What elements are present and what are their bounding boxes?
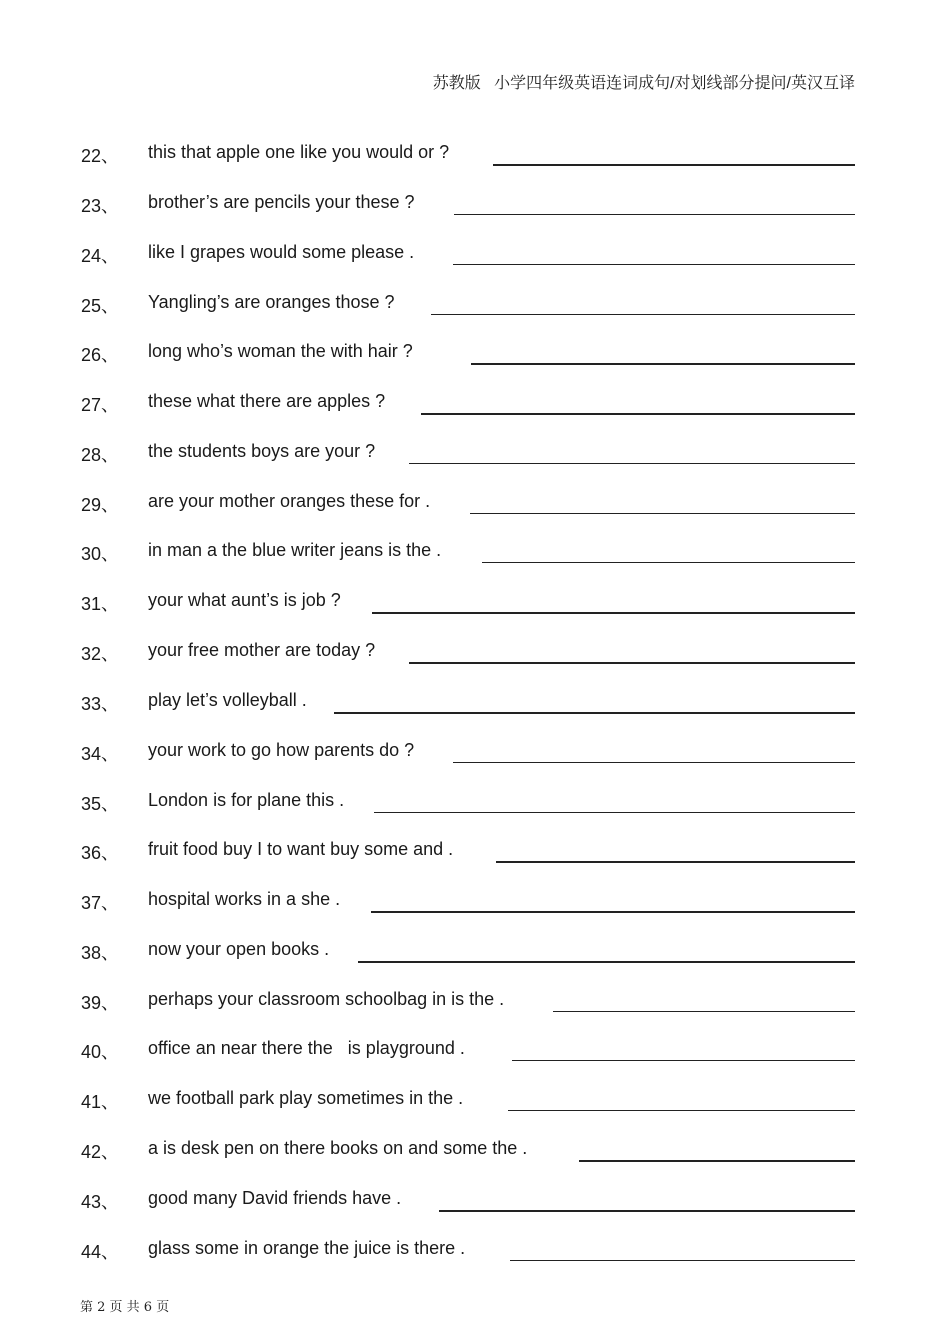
question-number: 36、 (81, 843, 120, 863)
question-row (0, 536, 950, 566)
question-row (0, 1184, 950, 1214)
question-row (0, 188, 950, 218)
answer-line[interactable] (431, 314, 855, 315)
question-text: glass some in orange the juice is there . (148, 1238, 466, 1258)
question-row (0, 437, 950, 467)
question-number: 28、 (81, 445, 120, 465)
question-row (0, 885, 950, 915)
question-row (0, 985, 950, 1015)
answer-line[interactable] (471, 363, 855, 365)
answer-line[interactable] (409, 463, 855, 464)
answer-line[interactable] (579, 1160, 855, 1162)
question-number: 41、 (81, 1092, 120, 1112)
question-number: 34、 (81, 744, 120, 764)
question-number: 38、 (81, 943, 120, 963)
question-row (0, 935, 950, 965)
question-text: good many David friends have . (148, 1188, 402, 1208)
question-row (0, 1134, 950, 1164)
question-row (0, 337, 950, 367)
question-number: 39、 (81, 993, 120, 1013)
question-text: in man a the blue writer jeans is the . (148, 540, 442, 560)
question-row (0, 1034, 950, 1064)
question-number: 40、 (81, 1042, 120, 1062)
question-number: 24、 (81, 246, 120, 266)
question-number: 44、 (81, 1242, 120, 1262)
question-row (0, 786, 950, 816)
page-header: 苏教版 小学四年级英语连词成句/对划线部分提问/英汉互译 (432, 75, 855, 92)
question-row (0, 1234, 950, 1264)
answer-line[interactable] (374, 812, 855, 813)
answer-line[interactable] (482, 562, 855, 563)
answer-line[interactable] (508, 1110, 855, 1111)
answer-line[interactable] (372, 612, 855, 614)
question-text: play let’s volleyball . (148, 690, 307, 710)
answer-line[interactable] (409, 662, 855, 664)
question-text: perhaps your classroom schoolbag in is the . (148, 989, 505, 1009)
question-number: 29、 (81, 495, 120, 515)
question-text: office an near there the is playground . (148, 1038, 465, 1058)
question-text: these what there are apples ? (148, 391, 386, 411)
question-text: your free mother are today ? (148, 640, 376, 660)
question-number: 23、 (81, 196, 120, 216)
question-text: we football park play sometimes in the . (148, 1088, 464, 1108)
answer-line[interactable] (510, 1260, 855, 1261)
answer-line[interactable] (496, 861, 855, 863)
answer-line[interactable] (453, 762, 855, 763)
question-number: 26、 (81, 345, 120, 365)
question-text: brother’s are pencils your these ? (148, 192, 415, 212)
question-text: now your open books . (148, 939, 330, 959)
question-row (0, 1084, 950, 1114)
question-row (0, 686, 950, 716)
question-row (0, 586, 950, 616)
question-number: 30、 (81, 544, 120, 564)
question-text: are your mother oranges these for . (148, 491, 431, 511)
question-number: 35、 (81, 794, 120, 814)
answer-line[interactable] (470, 513, 855, 514)
answer-line[interactable] (493, 164, 855, 166)
question-number: 25、 (81, 296, 120, 316)
question-row (0, 636, 950, 666)
answer-line[interactable] (358, 961, 855, 963)
answer-line[interactable] (453, 264, 855, 265)
question-number: 31、 (81, 594, 120, 614)
question-text: London is for plane this . (148, 790, 345, 810)
question-text: long who’s woman the with hair ? (148, 341, 413, 361)
answer-line[interactable] (439, 1210, 855, 1212)
question-text: like I grapes would some please . (148, 242, 415, 262)
question-text: a is desk pen on there books on and some the . (148, 1138, 528, 1158)
question-number: 32、 (81, 644, 120, 664)
answer-line[interactable] (334, 712, 855, 714)
answer-line[interactable] (553, 1011, 855, 1012)
question-row (0, 238, 950, 268)
question-number: 27、 (81, 395, 120, 415)
question-row (0, 138, 950, 168)
question-row (0, 835, 950, 865)
answer-line[interactable] (512, 1060, 855, 1061)
question-text: Yangling’s are oranges those ? (148, 292, 395, 312)
answer-line[interactable] (371, 911, 855, 913)
question-number: 43、 (81, 1192, 120, 1212)
question-text: fruit food buy I to want buy some and . (148, 839, 454, 859)
question-number: 22、 (81, 146, 120, 166)
question-row (0, 288, 950, 318)
question-number: 42、 (81, 1142, 120, 1162)
question-text: your work to go how parents do ? (148, 740, 415, 760)
question-row (0, 736, 950, 766)
question-text: the students boys are your ? (148, 441, 376, 461)
question-row (0, 387, 950, 417)
question-text: hospital works in a she . (148, 889, 341, 909)
answer-line[interactable] (421, 413, 855, 415)
answer-line[interactable] (454, 214, 855, 215)
question-text: your what aunt’s is job ? (148, 590, 341, 610)
page-number-footer: 第 2 页 共 6 页 (80, 1300, 170, 1315)
question-number: 33、 (81, 694, 120, 714)
question-row (0, 487, 950, 517)
question-number: 37、 (81, 893, 120, 913)
question-text: this that apple one like you would or ? (148, 142, 450, 162)
